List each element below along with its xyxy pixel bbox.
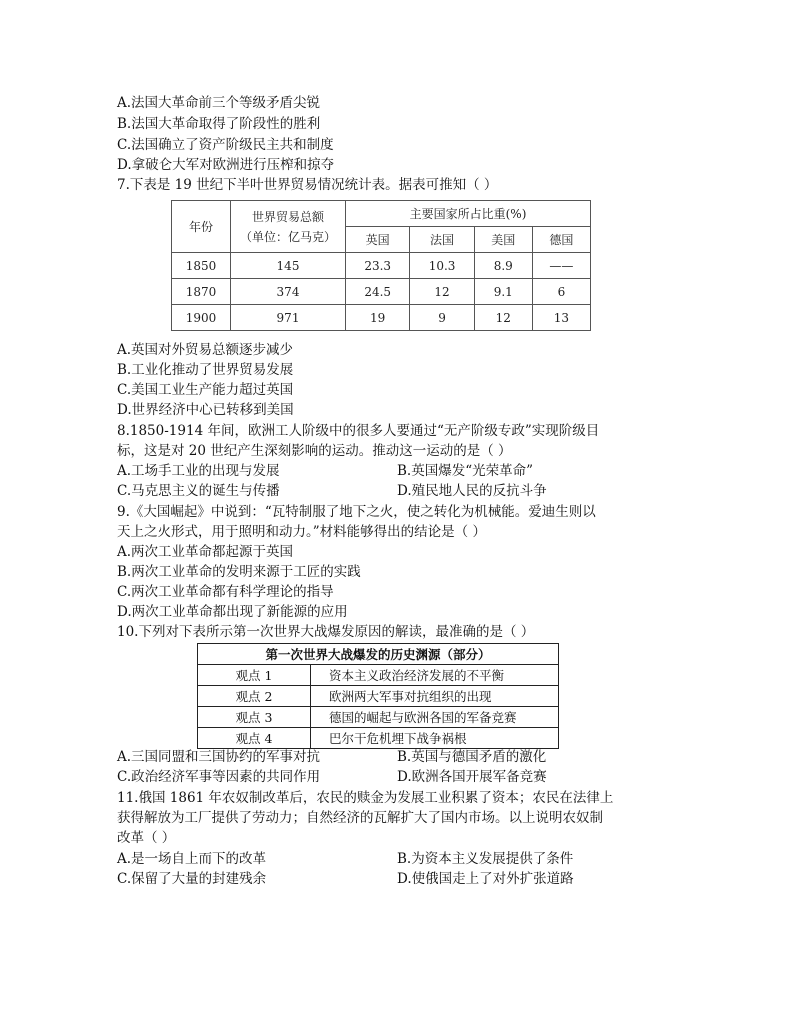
q8-option-d: D.殖民地人民的反抗斗争	[397, 483, 547, 499]
cell-uk: 24.5	[346, 279, 410, 305]
col-share-header: 主要国家所占比重(%)	[346, 201, 591, 227]
cell-year: 1870	[172, 279, 231, 305]
q9-stem-line2: 天上之火形式，用于照明和动力。”材料能够得出的结论是（ ）	[117, 524, 486, 540]
cell-fr: 12	[410, 279, 474, 305]
viewpoint-label: 观点 1	[198, 665, 311, 686]
q6-option-c: C.法国确立了资产阶级民主共和制度	[117, 137, 334, 153]
q8-option-b: B.英国爆发“光荣革命”	[397, 463, 534, 479]
q10-option-a: A.三国同盟和三国协约的军事对抗	[117, 749, 321, 765]
q9-option-b: B.两次工业革命的发明来源于工匠的实践	[117, 564, 361, 580]
q11-option-b: B.为资本主义发展提供了条件	[397, 851, 574, 867]
cell-fr: 9	[410, 305, 474, 331]
q9-option-c: C.两次工业革命都有科学理论的指导	[117, 584, 334, 600]
cell-fr: 10.3	[410, 253, 474, 279]
q10-option-b: B.英国与德国矛盾的激化	[397, 749, 547, 765]
q11-option-c: C.保留了大量的封建残余	[117, 871, 267, 887]
q11-option-d: D.使俄国走上了对外扩张道路	[397, 871, 574, 887]
cell-uk: 19	[346, 305, 410, 331]
q9-option-a: A.两次工业革命都起源于英国	[117, 544, 294, 560]
cell-year: 1900	[172, 305, 231, 331]
cell-total: 145	[231, 253, 346, 279]
cell-de: 6	[532, 279, 590, 305]
q8-stem-line1: 8.1850-1914 年间，欧洲工人阶级中的很多人要通过“无产阶级专政”实现阶级目	[117, 423, 600, 439]
viewpoint-text: 德国的崛起与欧洲各国的军备竞赛	[311, 707, 559, 728]
q7-option-b: B.工业化推动了世界贸易发展	[117, 362, 294, 378]
cell-year: 1850	[172, 253, 231, 279]
table-row	[198, 707, 559, 728]
q9-option-d: D.两次工业革命都出现了新能源的应用	[117, 604, 348, 620]
country-us: 美国	[474, 227, 532, 253]
viewpoint-text: 巴尔干危机埋下战争祸根	[311, 728, 559, 749]
q11-stem-line2: 获得解放为工厂提供了劳动力；自然经济的瓦解扩大了国内市场。以上说明农奴制	[117, 810, 603, 826]
q7-option-c: C.美国工业生产能力超过英国	[117, 382, 294, 398]
cell-de: ——	[532, 253, 590, 279]
table-title: 第一次世界大战爆发的历史渊源（部分）	[198, 644, 559, 665]
col-total-line1: 世界贸易总额	[251, 209, 324, 224]
table-title-row	[198, 644, 559, 665]
viewpoint-label: 观点 2	[198, 686, 311, 707]
q8-option-a: A.工场手工业的出现与发展	[117, 463, 280, 479]
viewpoint-text: 资本主义政治经济发展的不平衡	[311, 665, 559, 686]
cell-us: 9.1	[474, 279, 532, 305]
q8-option-c: C.马克思主义的诞生与传播	[117, 483, 280, 499]
q6-option-a: A.法国大革命前三个等级矛盾尖锐	[117, 95, 321, 111]
viewpoint-label: 观点 4	[198, 728, 311, 749]
cell-us: 12	[474, 305, 532, 331]
q11-stem-line3: 改革（ ）	[117, 830, 176, 846]
q11-stem-line1: 11.俄国 1861 年农奴制改革后，农民的赎金为发展工业积累了资本；农民在法律上	[117, 790, 614, 806]
col-total-header	[231, 201, 346, 253]
trade-table	[171, 200, 591, 331]
table-row	[172, 279, 591, 305]
q11-option-a: A.是一场自上而下的改革	[117, 851, 267, 867]
table-row	[198, 728, 559, 749]
country-uk: 英国	[346, 227, 410, 253]
col-total-line2: （单位：亿马克）	[239, 229, 336, 244]
country-fr: 法国	[410, 227, 474, 253]
viewpoint-text: 欧洲两大军事对抗组织的出现	[311, 686, 559, 707]
q10-option-c: C.政治经济军事等因素的共同作用	[117, 769, 321, 785]
col-year-header: 年份	[172, 201, 231, 253]
cell-total: 971	[231, 305, 346, 331]
cell-us: 8.9	[474, 253, 532, 279]
q8-stem-line2: 标，这是对 20 世纪产生深刻影响的运动。推动这一运动的是（ ）	[117, 443, 512, 459]
cell-total: 374	[231, 279, 346, 305]
q7-option-d: D.世界经济中心已转移到美国	[117, 402, 294, 418]
table-row	[172, 305, 591, 331]
q6-option-d: D.拿破仑大军对欧洲进行压榨和掠夺	[117, 157, 335, 173]
cell-uk: 23.3	[346, 253, 410, 279]
q10-option-d: D.欧洲各国开展军备竞赛	[397, 769, 547, 785]
country-de: 德国	[532, 227, 590, 253]
q7-stem: 7.下表是 19 世纪下半叶世界贸易情况统计表。据表可推知（ ）	[117, 177, 498, 193]
q6-option-b: B.法国大革命取得了阶段性的胜利	[117, 116, 321, 132]
q9-stem-line1: 9.《大国崛起》中说到：“瓦特制服了地下之火，使之转化为机械能。爱迪生则以	[117, 504, 596, 520]
q7-option-a: A.英国对外贸易总额逐步减少	[117, 342, 294, 358]
table-row	[198, 686, 559, 707]
ww1-origins-table	[197, 643, 559, 749]
q10-stem: 10.下列对下表所示第一次世界大战爆发原因的解读，最准确的是（ ）	[117, 624, 535, 640]
viewpoint-label: 观点 3	[198, 707, 311, 728]
table-row	[198, 665, 559, 686]
table-row	[172, 253, 591, 279]
cell-de: 13	[532, 305, 590, 331]
